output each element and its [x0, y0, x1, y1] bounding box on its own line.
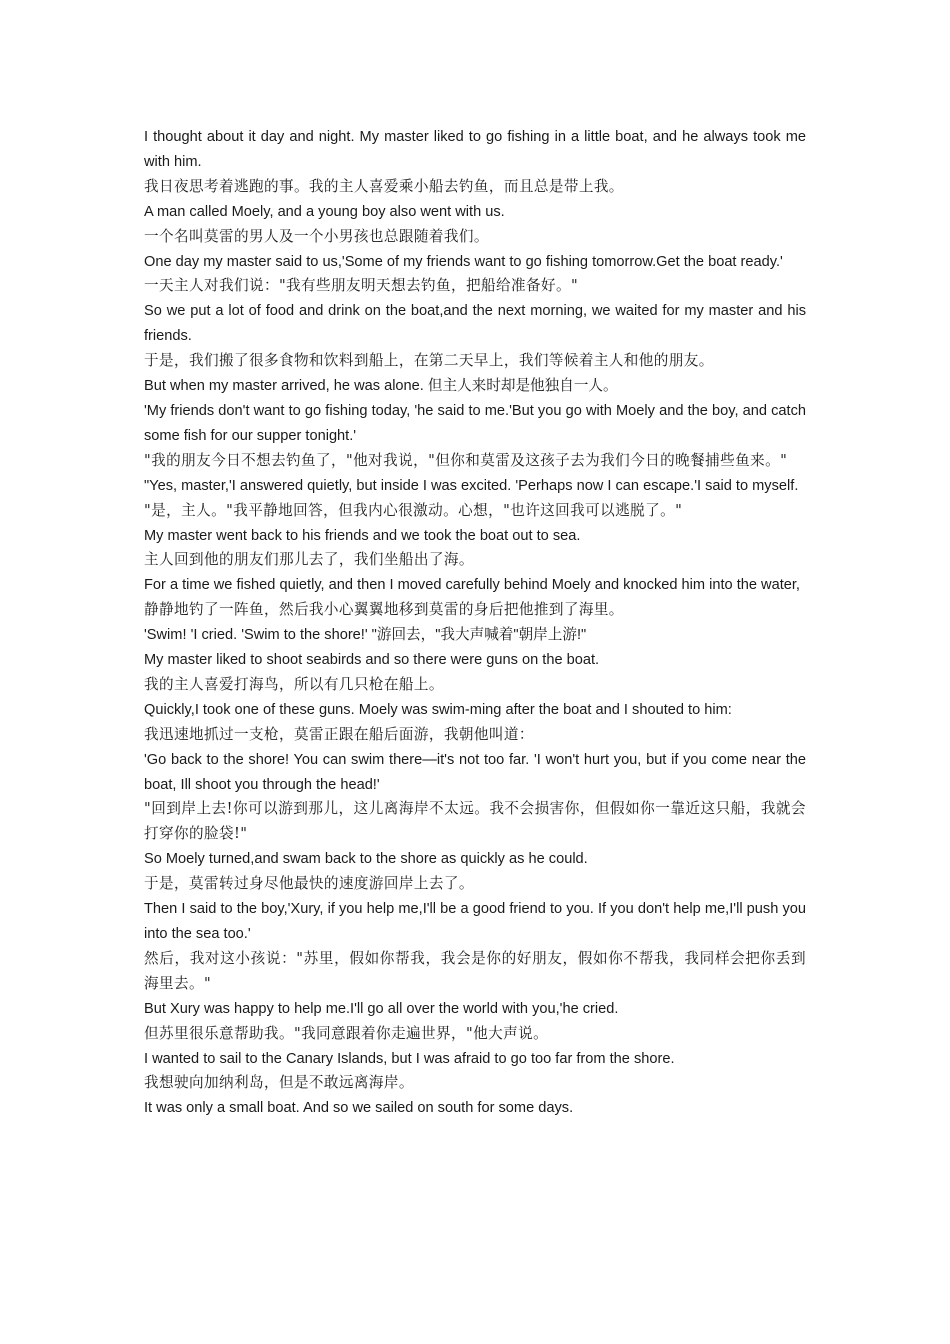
- paragraph-zh: 我日夜思考着逃跑的事。我的主人喜爱乘小船去钓鱼，而且总是带上我。: [144, 177, 624, 195]
- paragraph-zh: "我的朋友今日不想去钓鱼了，"他对我说，"但你和莫雷及这孩子去为我们今日的晚餐捕些鱼来。": [144, 451, 788, 469]
- paragraph-zh: 静静地钓了一阵鱼，然后我小心翼翼地移到莫雷的身后把他推到了海里。: [144, 601, 624, 619]
- paragraph-zh: 一天主人对我们说："我有些朋友明天想去钓鱼，把船给准备好。": [144, 277, 579, 295]
- paragraph-en: My master liked to shoot seabirds and so there were guns on the boat.: [144, 652, 600, 669]
- document-body: [144, 125, 806, 1121]
- paragraph-en: "Yes, master,'I answered quietly, but inside I was excited. 'Perhaps now I can escape.'I said to myself.: [144, 477, 799, 494]
- paragraph-en: Quickly,I took one of these guns. Moely was swim-ming after the boat and I shouted to him:: [144, 701, 732, 718]
- paragraph-en: It was only a small boat. And so we sailed on south for some days.: [144, 1100, 574, 1117]
- paragraph-en: My master went back to his friends and we took the boat out to sea.: [144, 527, 581, 544]
- paragraph-en: For a time we fished quietly, and then I moved carefully behind Moely and knocked him into the water,: [144, 577, 800, 594]
- paragraph-en: So Moely turned,and swam back to the shore as quickly as he could.: [144, 851, 588, 868]
- paragraph-en: I wanted to sail to the Canary Islands, but I was afraid to go too far from the shore.: [144, 1050, 675, 1067]
- paragraph-zh: "回到岸上去!你可以游到那儿，这儿离海岸不太远。我不会损害你，但假如你一靠近这只船，我就会打穿你的脸袋!": [144, 800, 806, 843]
- paragraph-en: I thought about it day and night. My master liked to go fishing in a little boat, and he always took me with him.: [144, 129, 806, 170]
- paragraph-zh: "是，主人。"我平静地回答，但我内心很激动。心想，"也许这回我可以逃脱了。": [144, 501, 683, 519]
- paragraph-zh: 我的主人喜爱打海鸟，所以有几只枪在船上。: [144, 675, 444, 693]
- paragraph-en: One day my master said to us,'Some of my friends want to go fishing tomorrow.Get the boat ready.': [144, 253, 783, 270]
- paragraph-zh: 主人回到他的朋友们那儿去了，我们坐船出了海。: [144, 551, 474, 569]
- paragraph-en: 'My friends don't want to go fishing today, 'he said to me.'But you go with Moely and the boy, and catch some fish for our supper tonight.': [144, 402, 806, 444]
- paragraph-zh: 我迅速地抓过一支枪，莫雷正跟在船后面游，我朝他叫道：: [144, 725, 534, 743]
- paragraph-en: A man called Moely, and a young boy also went with us.: [144, 203, 505, 220]
- paragraph-zh: 一个名叫莫雷的男人及一个小男孩也总跟随着我们。: [144, 227, 489, 245]
- paragraph-zh: 但苏里很乐意帮助我。"我同意跟着你走遍世界，"他大声说。: [144, 1024, 549, 1042]
- paragraph-en: Then I said to the boy,'Xury, if you help me,I'll be a good friend to you. If you don't help me,I'll push you into the sea too.': [144, 901, 806, 942]
- paragraph-zh: 我想驶向加纳利岛，但是不敢远离海岸。: [144, 1074, 414, 1092]
- paragraph-en: But Xury was happy to help me.I'll go all over the world with you,'he cried.: [144, 1000, 619, 1017]
- paragraph-en: 'Go back to the shore! You can swim there—it's not too far. 'I won't hurt you, but if you come near the boat, Ill shoot you through the head!': [144, 751, 806, 793]
- paragraph-en: So we put a lot of food and drink on the boat,and the next morning, we waited for my master and his friends.: [144, 303, 806, 345]
- paragraph-en: But when my master arrived, he was alone. 但主人来时却是他独自一人。: [144, 378, 618, 395]
- paragraph-zh: 于是，我们搬了很多食物和饮料到船上，在第二天早上，我们等候着主人和他的朋友。: [144, 352, 714, 370]
- paragraph-en: 'Swim! 'I cried. 'Swim to the shore!' "游回去，"我大声喊着"朝岸上游!": [144, 627, 587, 644]
- paragraph-zh: 然后，我对这小孩说："苏里，假如你帮我，我会是你的好朋友，假如你不帮我，我同样会把你丢到海里去。": [144, 949, 806, 992]
- paragraph-zh: 于是，莫雷转过身尽他最快的速度游回岸上去了。: [144, 875, 474, 893]
